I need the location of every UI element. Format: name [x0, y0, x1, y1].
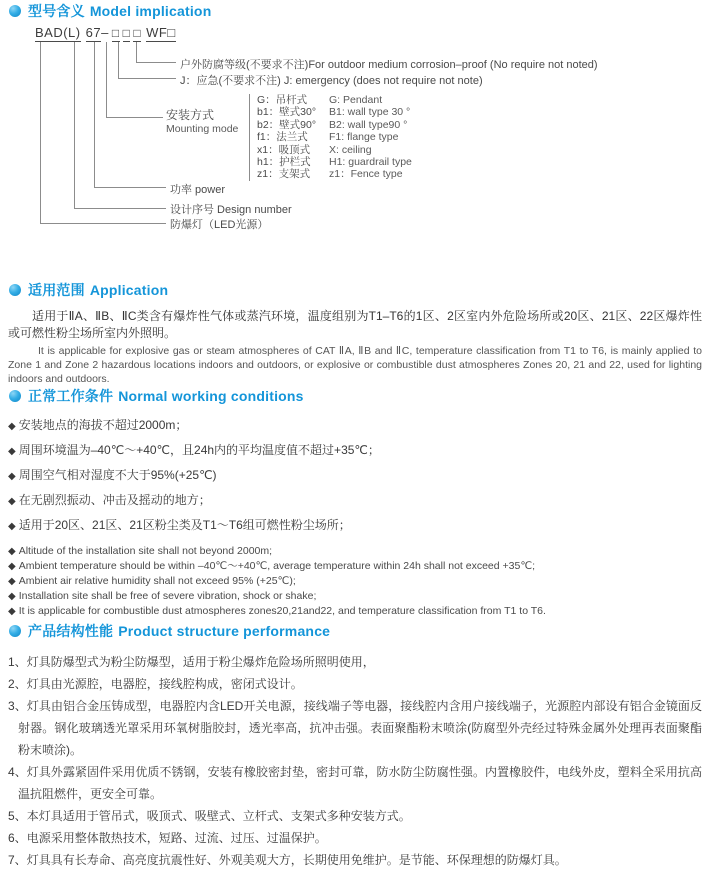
connector-line — [74, 208, 166, 209]
label-power: 功率 power — [170, 184, 226, 196]
section-title-cn: 产品结构性能 — [28, 623, 114, 639]
performance-item — [8, 651, 702, 673]
section-title-cn: 适用范围 — [28, 282, 85, 298]
performance-item — [8, 805, 702, 827]
item-text: 灯具由铝合金压铸成型，电器腔内含LED开关电源，接线端子等电器，接线腔内含用户接线端子，光源腔内部设有铝合金镜面反射器。钢化玻璃透光罩采用环氧树脂胶封，透光率高，抗冲击强。表面聚酯粉末喷涂(防腐型外壳经过特殊金属外处理再表面聚酯粉末喷涂)。 — [18, 699, 702, 757]
performance-list — [8, 651, 702, 871]
connector-line — [118, 42, 119, 78]
condition-text: Ambient air relative humidity shall not exceed 95% (+25℃); — [18, 575, 296, 587]
performance-item — [8, 673, 702, 695]
section-title-cn: 正常工作条件 — [28, 388, 114, 404]
application-paragraph-en: It is applicable for explosive gas or steam atmospheres of CAT ⅡA, ⅡB and ⅡC, temperature classification from T1 to T6, is mainly applied to Zone 1 and Zone 2 hazardous locations indoors and outdoors, or explosive or combustible dust atmospheres Zones 20, 21 and 22, used for lighting indoors and outdoors. — [8, 345, 702, 385]
condition-item — [8, 419, 702, 433]
item-number: 4、 — [8, 765, 27, 779]
condition-item — [8, 559, 702, 574]
mounting-option-cn: x1：吸顶式 — [257, 143, 311, 156]
condition-text: Altitude of the installation site shall not beyond 2000m; — [18, 545, 273, 557]
condition-text: 周围空气相对湿度不大于95%(+25℃) — [18, 468, 217, 482]
performance-item — [8, 761, 702, 805]
item-text: 电源采用整体散热技术，短路、过流、过压、过温保护。 — [26, 831, 327, 845]
item-text: 灯具防爆型式为粉尘防爆型，适用于粉尘爆炸危险场所照明使用， — [26, 655, 375, 669]
section-title — [28, 280, 168, 300]
connector-line — [94, 42, 95, 187]
performance-item — [8, 849, 702, 871]
section-header — [0, 622, 710, 640]
mounting-option — [257, 131, 412, 143]
label-mounting-mode-en: Mounting mode — [166, 123, 239, 135]
item-number: 2、 — [8, 677, 27, 691]
label-corrosion-grade: 户外防腐等级(不要求不注)For outdoor medium corrosion–proof (No require not noted) — [180, 59, 598, 71]
condition-text: Installation site shall be free of severe vibration, shock or shake; — [18, 590, 317, 602]
diamond-bullet-icon: ◆ — [8, 546, 16, 557]
condition-text: 周围环境温为–40℃～+40℃，且24h内的平均温度值不超过+35℃； — [18, 443, 380, 457]
item-number: 5、 — [8, 809, 27, 823]
condition-text: 适用于20区、21区、21区粉尘类及T1～T6组可燃性粉尘场所； — [18, 518, 351, 532]
section-title-en: Model implication — [89, 3, 212, 19]
mounting-option-cn: f1：法兰式 — [257, 131, 308, 144]
mounting-option-en: z1：Fence type — [329, 168, 403, 181]
model-code-suffix: WF□ — [146, 25, 176, 40]
item-number: 1、 — [8, 655, 27, 669]
section-title — [28, 1, 211, 21]
diamond-bullet-icon: ◆ — [8, 591, 16, 602]
condition-item — [8, 444, 702, 458]
conditions-list-cn — [8, 419, 702, 533]
condition-text: 在无剧烈振动、冲击及摇动的地方； — [18, 493, 211, 507]
section-title-en: Normal working conditions — [118, 388, 304, 404]
connector-line — [106, 117, 163, 118]
label-design-number: 设计序号 Design number — [170, 204, 292, 216]
section-product-performance — [0, 622, 710, 871]
item-number: 6、 — [8, 831, 27, 845]
section-title — [28, 621, 330, 641]
mounting-option-en: F1: flange type — [329, 131, 399, 144]
connector-line — [136, 42, 137, 62]
mounting-option-en: B2: wall type90 ° — [329, 118, 408, 131]
mounting-option-cn: b1：壁式30° — [257, 106, 317, 119]
mounting-option-cn: G：吊杆式 — [257, 94, 308, 106]
model-code-box-3: □ — [133, 26, 142, 40]
mounting-option-cn: h1：护栏式 — [257, 156, 311, 169]
connector-line — [74, 42, 75, 208]
condition-item — [8, 544, 702, 559]
model-code-prefix: BAD(L) — [35, 25, 81, 40]
section-header — [0, 281, 710, 299]
mounting-option — [257, 156, 412, 168]
mounting-options-list — [249, 94, 412, 181]
mounting-option-en: H1: guardrail type — [329, 156, 412, 169]
item-text: 灯具由光源腔，电器腔，接线腔构成，密闭式设计。 — [26, 677, 303, 691]
mounting-option — [257, 106, 412, 118]
diamond-bullet-icon: ◆ — [8, 606, 16, 617]
application-paragraph-cn: 适用于ⅡA、ⅡB、ⅡC类含有爆炸性气体或蒸汽环境，温度组别为T1–T6的1区、2区室内外危险场所或20区、21区、22区爆炸性或可燃性粉尘场所室内外照明。 — [8, 309, 702, 340]
condition-item — [8, 469, 702, 483]
section-bullet-icon — [9, 625, 21, 637]
model-code-box-1: □ — [111, 26, 120, 40]
connector-line — [94, 187, 166, 188]
section-working-conditions — [0, 387, 710, 619]
connector-line — [136, 62, 176, 63]
diamond-bullet-icon: ◆ — [8, 421, 16, 432]
connector-line — [106, 42, 107, 117]
performance-item — [8, 695, 702, 761]
diamond-bullet-icon: ◆ — [8, 576, 16, 587]
condition-text: It is applicable for combustible dust atmospheres zones20,21and22, and temperature classification from T1 to T6. — [18, 605, 546, 617]
model-code-number: 67 — [85, 25, 102, 40]
diamond-bullet-icon: ◆ — [8, 521, 16, 532]
item-number: 3、 — [8, 699, 27, 713]
condition-item — [8, 574, 702, 589]
section-title — [28, 386, 304, 406]
mounting-option-cn: b2：壁式90° — [257, 118, 317, 131]
mounting-option-en: B1: wall type 30 ° — [329, 106, 411, 119]
mounting-option-en: G: Pendant — [329, 94, 383, 106]
section-title-en: Product structure performance — [118, 623, 331, 639]
condition-item — [8, 519, 702, 533]
mounting-option — [257, 119, 412, 131]
section-title-en: Application — [89, 282, 169, 298]
diamond-bullet-icon: ◆ — [8, 496, 16, 507]
mounting-option — [257, 144, 412, 156]
item-text: 灯具具有长寿命、高亮度抗震性好、外观美观大方，长期使用免维护。是节能、环保理想的防爆灯具。 — [26, 853, 567, 867]
mounting-option-en: X: ceiling — [329, 143, 372, 156]
condition-text: 安装地点的海拔不超过2000m； — [18, 418, 188, 432]
condition-item — [8, 589, 702, 604]
conditions-list-en — [8, 544, 702, 619]
label-mounting-mode — [166, 108, 238, 136]
section-bullet-icon — [9, 284, 21, 296]
mounting-option — [257, 168, 412, 180]
condition-item — [8, 494, 702, 508]
model-code-box-2: □ — [122, 26, 131, 40]
model-code — [35, 25, 176, 42]
connector-line — [40, 223, 166, 224]
connector-line — [40, 42, 41, 223]
section-title-cn: 型号含义 — [28, 3, 85, 19]
item-text: 灯具外露紧固件采用优质不锈钢，安装有橡胶密封垫，密封可靠，防水防尘防腐性强。内置橡胶件，电线外皮，塑料全采用抗高温抗阻燃件，更安全可靠。 — [18, 765, 702, 801]
diamond-bullet-icon: ◆ — [8, 561, 16, 572]
diamond-bullet-icon: ◆ — [8, 446, 16, 457]
performance-item — [8, 827, 702, 849]
diamond-bullet-icon: ◆ — [8, 471, 16, 482]
section-bullet-icon — [9, 390, 21, 402]
section-model-implication — [0, 2, 710, 232]
connector-line — [118, 78, 176, 79]
section-header — [0, 2, 710, 20]
model-code-diagram — [0, 20, 710, 232]
item-text: 本灯具适用于管吊式，吸顶式、吸壁式、立杆式、支架式多种安装方式。 — [26, 809, 411, 823]
condition-item — [8, 604, 702, 619]
mounting-option-cn: z1：支架式 — [257, 168, 311, 181]
condition-text: Ambient temperature should be within –40℃～+40℃, average temperature within 24h shall not exceed +35℃; — [18, 560, 536, 572]
section-bullet-icon — [9, 5, 21, 17]
label-lamp-type: 防爆灯（LED光源） — [170, 219, 269, 231]
section-application — [0, 281, 710, 386]
item-number: 7、 — [8, 853, 27, 867]
model-code-dash: – — [101, 25, 109, 40]
label-emergency: J：应急(不要求不注) J: emergency (does not require not note) — [180, 75, 483, 87]
mounting-option — [257, 94, 412, 106]
label-mounting-mode-cn: 安装方式 — [166, 108, 215, 122]
section-header — [0, 387, 710, 405]
